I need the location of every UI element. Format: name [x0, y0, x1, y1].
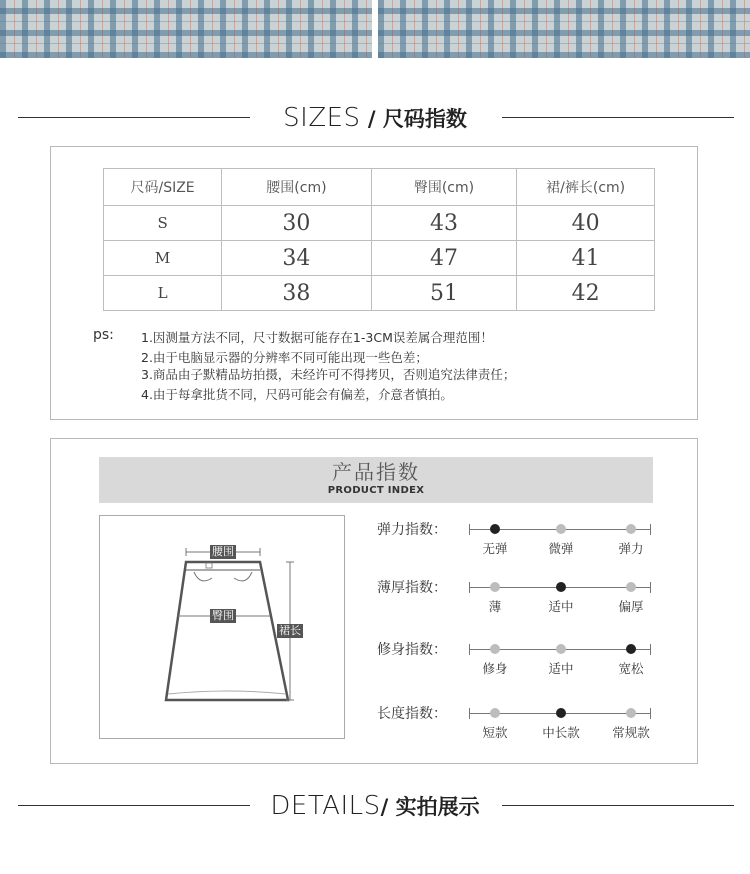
index-dot — [556, 524, 566, 534]
index-label: 长度指数： — [377, 706, 447, 722]
hip-label: 臀围 — [212, 609, 234, 622]
length-cell: 41 — [517, 241, 655, 276]
index-dot — [556, 644, 566, 654]
sizes-title-cn: 尺码指数 — [382, 107, 467, 131]
sizes-heading — [0, 98, 750, 138]
skirt-diagram — [99, 515, 345, 739]
notes-ps-label: ps: — [93, 327, 114, 343]
index-dot — [626, 644, 636, 654]
index-option: 弹力 — [618, 541, 644, 556]
index-dot — [556, 708, 566, 718]
header-cell: 腰围(cm) — [222, 169, 372, 206]
index-option: 偏厚 — [618, 599, 644, 614]
index-dot — [490, 708, 500, 718]
waist-cell: 34 — [222, 241, 372, 276]
table-row — [104, 276, 655, 311]
hip-cell: 51 — [371, 276, 517, 311]
index-dot — [556, 582, 566, 592]
index-option: 微弹 — [548, 541, 574, 556]
length-cell: 42 — [517, 276, 655, 311]
table-row — [104, 206, 655, 241]
index-option: 短款 — [482, 725, 508, 740]
length-cell: 40 — [517, 206, 655, 241]
index-track-tick — [469, 644, 470, 655]
skirt-outline — [166, 562, 288, 700]
product-index-banner — [99, 457, 653, 503]
note-line: 3.商品由子默精品坊拍摄，未经许可不得拷贝，否则追究法律责任； — [141, 367, 516, 382]
index-option: 适中 — [548, 661, 574, 676]
index-track-tick — [469, 524, 470, 535]
index-track-tick — [650, 708, 651, 719]
details-title-cn: 实拍展示 — [395, 795, 480, 819]
index-track-tick — [650, 644, 651, 655]
hip-cell: 47 — [371, 241, 517, 276]
size-cell: S — [104, 206, 222, 241]
note-line: 1.因测量方法不同，尺寸数据可能存在1-3CM误差属合理范围！ — [141, 330, 493, 345]
waist-cell: 38 — [222, 276, 372, 311]
product-index-title-en: PRODUCT INDEX — [327, 485, 425, 496]
fabric-photo-left — [0, 0, 372, 58]
index-label: 弹力指数： — [377, 522, 447, 538]
index-dot — [626, 524, 636, 534]
size-cell: L — [104, 276, 222, 311]
details-title-en: DETAILS — [270, 791, 381, 821]
size-cell: M — [104, 241, 222, 276]
note-line: 4.由于每拿批货不同，尺码可能会有偏差，介意者慎拍。 — [141, 387, 453, 402]
sizes-title-en: SIZES — [283, 103, 361, 133]
waist-cell: 30 — [222, 206, 372, 241]
index-option: 中长款 — [542, 725, 580, 740]
index-dot — [490, 582, 500, 592]
details-title — [0, 786, 750, 827]
index-label: 修身指数： — [377, 642, 447, 658]
index-dot — [490, 644, 500, 654]
details-title-sep: / — [380, 795, 396, 819]
index-label: 薄厚指数： — [377, 580, 447, 596]
index-dot — [626, 582, 636, 592]
header-cell: 裙/裤长(cm) — [517, 169, 655, 206]
index-track-tick — [650, 524, 651, 535]
index-track — [469, 649, 651, 676]
sizes-title-sep: / — [360, 107, 383, 131]
table-row — [104, 241, 655, 276]
length-label: 裙长 — [279, 624, 301, 637]
index-option: 适中 — [548, 599, 574, 614]
product-index-panel — [50, 438, 698, 764]
size-table — [103, 168, 655, 311]
waist-label: 腰围 — [212, 545, 234, 558]
note-line: 2.由于电脑显示器的分辨率不同可能出现一些色差； — [141, 350, 428, 365]
size-panel — [50, 146, 698, 420]
index-option: 常规款 — [612, 725, 650, 740]
index-track — [469, 587, 651, 614]
index-dot — [626, 708, 636, 718]
index-option: 无弹 — [482, 541, 508, 556]
index-track — [469, 529, 651, 556]
fabric-photo-right — [378, 0, 750, 58]
index-track-tick — [469, 582, 470, 593]
details-heading — [0, 786, 750, 826]
header-cell: 尺码/SIZE — [104, 169, 222, 206]
index-track-tick — [469, 708, 470, 719]
header-cell: 臀围(cm) — [371, 169, 517, 206]
index-track — [469, 713, 651, 740]
product-index-title-cn: 产品指数 — [332, 460, 420, 484]
index-option: 修身 — [482, 661, 508, 676]
index-option: 薄 — [488, 599, 502, 614]
index-dot — [490, 524, 500, 534]
index-option: 宽松 — [618, 661, 644, 676]
size-table-header — [104, 169, 655, 206]
sizes-title — [0, 98, 750, 139]
index-track-tick — [650, 582, 651, 593]
hip-cell: 43 — [371, 206, 517, 241]
